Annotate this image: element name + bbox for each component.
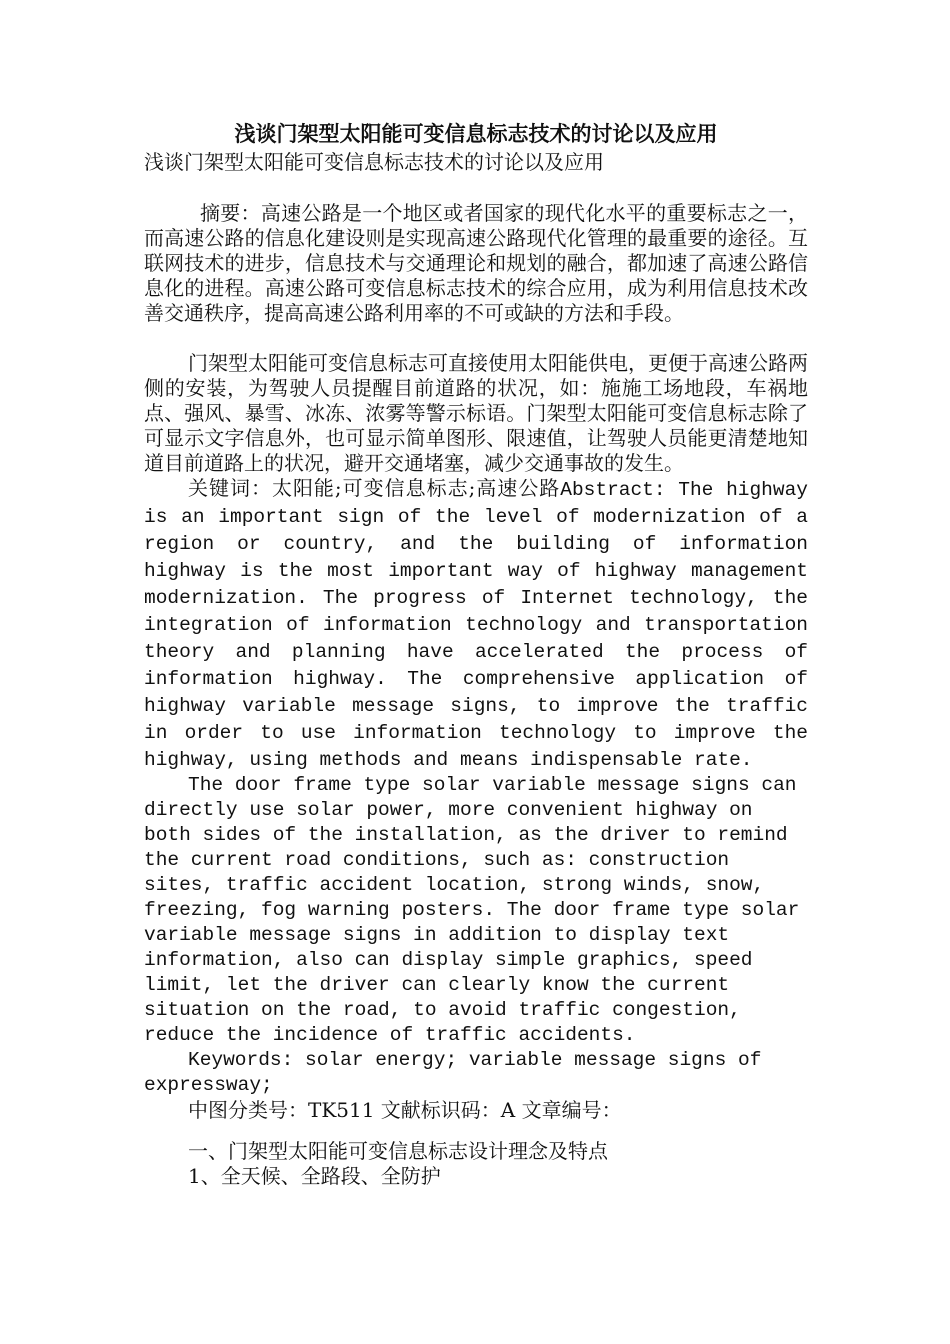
paragraph-cn-2: 门架型太阳能可变信息标志可直接使用太阳能供电，更便于高速公路两侧的安装，为驾驶人员提醒目前道路的状况，如：施施工场地段，车祸地点、强风、暴雪、冰冻、浓雾等警示标语。门架型太阳能可变信息标志除了可显示文字信息外，也可显示简单图形、限速值，让驾驶人员能更清楚地知道目前道路上的状况，避开交通堵塞，减少交通事故的发生。 (144, 351, 808, 475)
spacer (144, 176, 808, 201)
document-page (144, 120, 808, 1189)
abstract-cn: 摘要：高速公路是一个地区或者国家的现代化水平的重要标志之一，而高速公路的信息化建设则是实现高速公路现代化管理的最重要的途径。互联网技术的进步，信息技术与交通理论和规划的融合，都加速了高速公路信息化的进程。高速公路可变信息标志技术的综合应用，成为利用信息技术改善交通秩序，提高高速公路利用率的不可或缺的方法和手段。 (144, 201, 808, 325)
subsection-heading-1-1: 1、全天候、全路段、全防护 (188, 1164, 441, 1188)
classification-line: 中图分类号：TK511 文献标识码：A 文章编号： (188, 1098, 622, 1122)
abstract-en: Abstract: The highway is an important sign of the level of modernization of a region or country, and the building of information highway is the most important way of highway management modernization. The progress of Internet technology, the integration of information technology and transportation theory and planning have accelerated the process of information highway. The comprehensive application of highway variable message signs, to improve the traffic in order to use information technology to improve the highway, using methods and means indispensable rate. (144, 479, 808, 771)
document-title-bold: 浅谈门架型太阳能可变信息标志技术的讨论以及应用 (234, 121, 718, 146)
spacer (144, 326, 808, 351)
section-heading-1: 一、门架型太阳能可变信息标志设计理念及特点 (188, 1139, 608, 1163)
document-title-plain: 浅谈门架型太阳能可变信息标志技术的讨论以及应用 (144, 150, 604, 174)
spacer (144, 1123, 808, 1139)
keywords-abstract-block (144, 476, 808, 773)
keywords-cn: 关键词：太阳能;可变信息标志;高速公路 (188, 476, 561, 500)
keywords-en: Keywords: solar energy; variable message signs of expressway; (144, 1049, 762, 1096)
paragraph-en-2: The door frame type solar variable message signs can directly use solar power, more convenient highway on both sides of the installation, as the driver to remind the current road conditions, such as: construction sites, traffic accident location, strong winds, snow, freezing, fog warning posters. The door frame type solar variable message signs in addition to display text information, also can display simple graphics, speed limit, let the driver can clearly know the current situation on the road, to avoid traffic congestion, reduce the incidence of traffic accidents. (144, 774, 800, 1046)
